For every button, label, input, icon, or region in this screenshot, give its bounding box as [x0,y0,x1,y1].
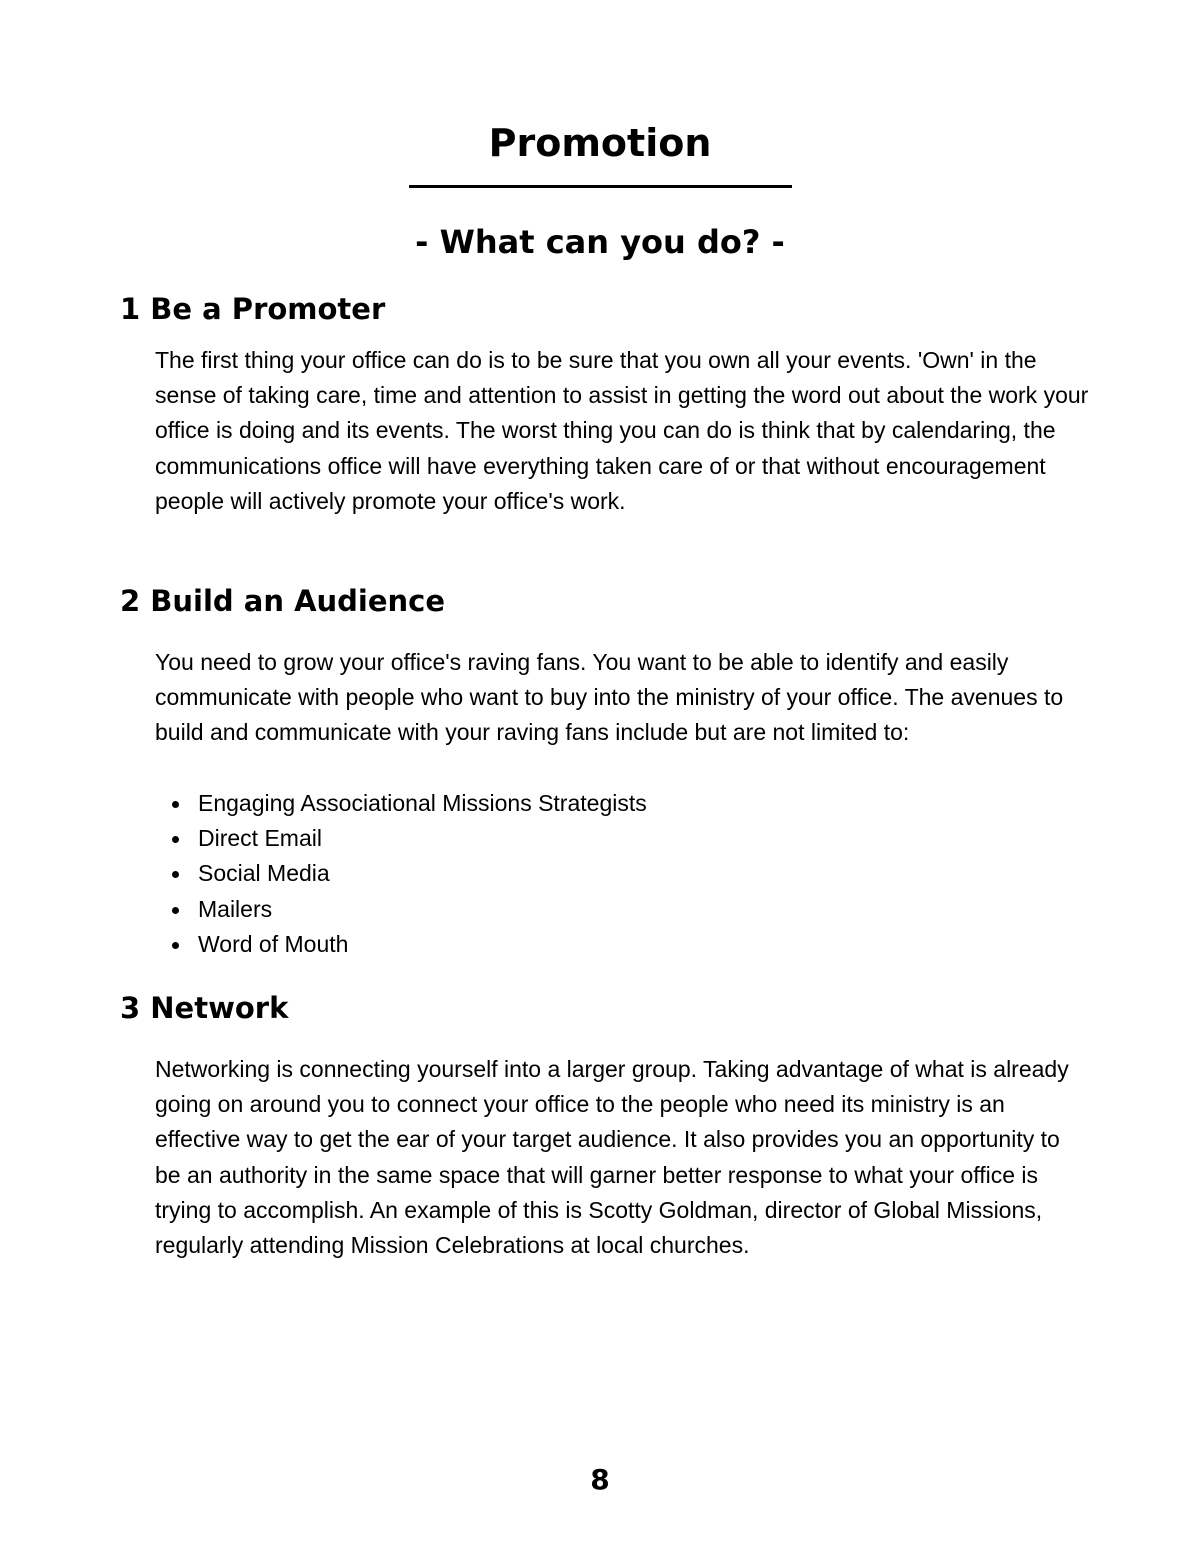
list-item [155,892,647,927]
list-item-text: Engaging Associational Missions Strategists [198,790,647,816]
list-item-text: Direct Email [198,825,322,852]
bullet-icon [172,907,179,914]
section-heading-network: 3 Network [120,991,289,1025]
page-number: 8 [590,1463,610,1496]
section-body-network: Networking is connecting yourself into a larger group. Taking advantage of what is already going on around you to connect your office to the people who need its ministry is an effective way to get the ear of your target audience. It also provides you an opportunity to be an authority in the same space that will garner better response to what your office is trying to accomplish. An example of this is Scotty Goldman, director of Global Missions, regularly attending Mission Celebrations at local churches. [155,1056,1069,1259]
title-underline [409,185,792,188]
bullet-icon [172,871,179,878]
list-item-text: Social Media [198,860,330,887]
audience-avenues-list [155,786,647,962]
list-item [155,856,647,891]
list-item [155,786,647,821]
section-heading-be-a-promoter: 1 Be a Promoter [120,292,386,326]
bullet-icon [172,836,179,843]
section-body-build-an-audience: You need to grow your office's raving fans. You want to be able to identify and easily communicate with people who want to buy into the ministry of your office. The avenues to build and communicate with your raving fans include but are not limited to: [155,649,1064,746]
list-item-text: Word of Mouth [198,930,349,957]
section-body-be-a-promoter: The first thing your office can do is to be sure that you own all your events. 'Own' in the sense of taking care, time and attention to assist in getting the word out about the work your office is doing and its events. The worst thing you can do is think that by calendaring, the communications office will have everything taken care of or that without encouragement people will actively promote your office's work. [155,347,1089,514]
page-subtitle: - What can you do? - [415,223,785,261]
section-heading-build-an-audience: 2 Build an Audience [120,584,446,618]
list-item [155,821,647,856]
page-title: Promotion [488,121,712,165]
bullet-icon [172,801,179,808]
list-item [155,927,647,962]
bullet-icon [172,942,179,949]
list-item-text: Mailers [198,895,273,922]
